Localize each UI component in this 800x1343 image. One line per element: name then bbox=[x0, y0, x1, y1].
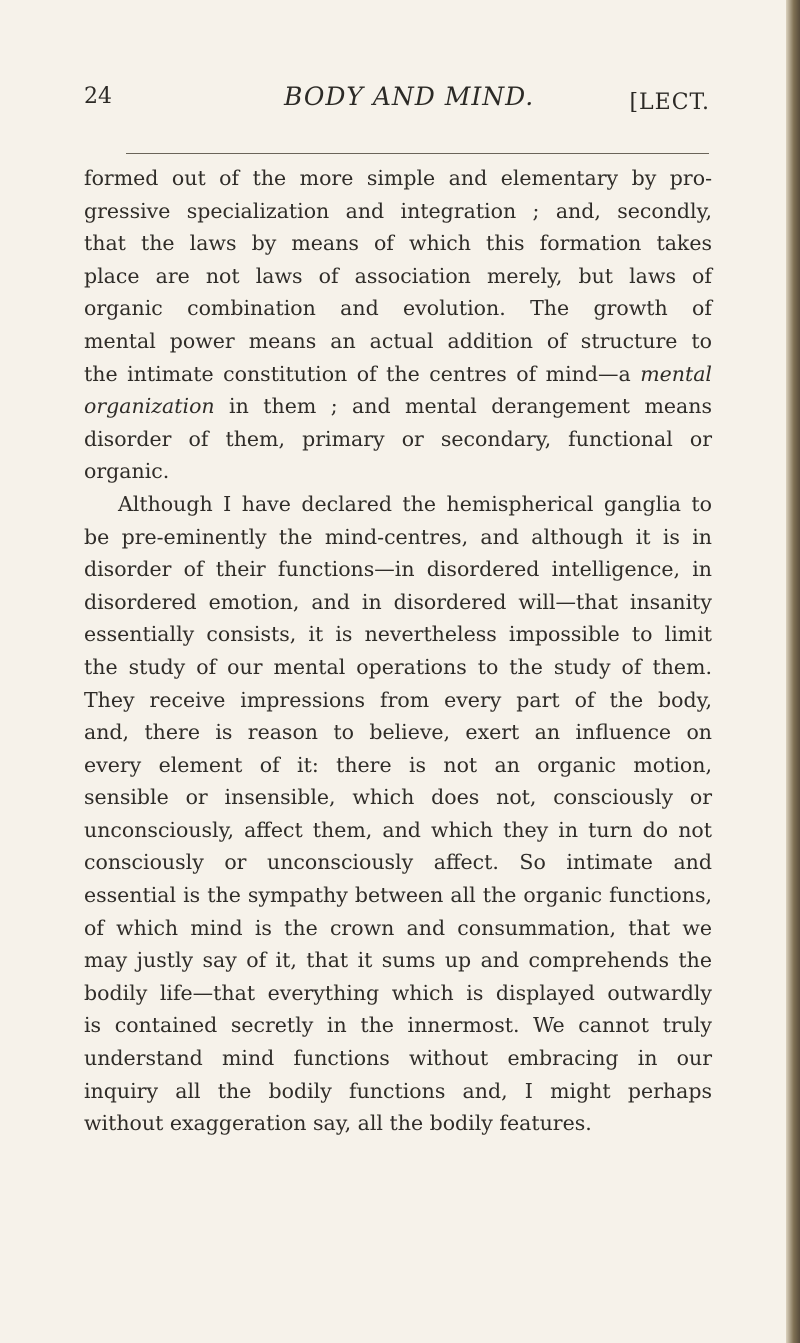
text-line: place are not laws of association merely, but laws of bbox=[84, 263, 712, 288]
text-line: organic. bbox=[84, 459, 170, 484]
section-mark: [LECT. bbox=[629, 90, 710, 115]
text-line: formed out of the more simple and elementary by pro- bbox=[84, 166, 712, 190]
text-line bbox=[84, 358, 712, 391]
text-line: unconsciously, affect them, and which they in turn do not bbox=[84, 817, 712, 842]
text-line bbox=[84, 390, 712, 423]
text-line: of which mind is the crown and consummation, that we bbox=[84, 915, 712, 940]
text-line: mental power means an actual addition of structure to bbox=[84, 328, 712, 353]
page-edge-shadow bbox=[786, 0, 800, 1343]
text-line: that the laws by means of which this formation takes bbox=[84, 231, 712, 256]
text-line: every element of it: there is not an organic motion, bbox=[84, 752, 712, 777]
text-line: be pre-eminently the mind-centres, and although it is in bbox=[84, 524, 712, 549]
page-header bbox=[84, 72, 710, 132]
running-title: BODY AND MIND. bbox=[284, 82, 535, 111]
text-line: may justly say of it, that it sums up and comprehends the bbox=[84, 948, 712, 973]
italic-phrase: mental bbox=[640, 361, 712, 386]
text-line: bodily life—that everything which is displayed outwardly bbox=[84, 980, 712, 1005]
text-line: without exaggeration say, all the bodily features. bbox=[84, 1111, 592, 1136]
text-segment: the intimate constitution of the centres of mind—a bbox=[84, 361, 641, 386]
header-rule bbox=[126, 153, 709, 154]
text-line: organic combination and evolution. The growth of bbox=[84, 296, 712, 321]
text-segment: in them ; and mental derangement means bbox=[214, 394, 712, 419]
text-line: sensible or insensible, which does not, consciously or bbox=[84, 785, 712, 810]
text-line: essential is the sympathy between all the organic functions, bbox=[84, 883, 712, 908]
body-text bbox=[84, 162, 712, 1140]
text-line: the study of our mental operations to the study of them. bbox=[84, 654, 712, 679]
text-line: understand mind functions without embracing in our bbox=[84, 1046, 712, 1071]
text-line: is contained secretly in the innermost. We cannot truly bbox=[84, 1013, 712, 1038]
text-line: consciously or unconsciously affect. So intimate and bbox=[84, 850, 712, 875]
text-line: and, there is reason to believe, exert an influence on bbox=[84, 720, 712, 745]
page-number: 24 bbox=[84, 84, 112, 109]
text-line: disorder of them, primary or secondary, functional or bbox=[84, 426, 712, 451]
text-line: inquiry all the bodily functions and, I might perhaps bbox=[84, 1078, 712, 1103]
text-line: disordered emotion, and in disordered will—that insanity bbox=[84, 589, 712, 614]
text-line: They receive impressions from every part of the body, bbox=[84, 687, 712, 712]
italic-phrase: organization bbox=[84, 394, 215, 419]
text-line: essentially consists, it is nevertheless impossible to limit bbox=[84, 622, 712, 647]
text-line: disorder of their functions—in disordered intelligence, in bbox=[84, 557, 712, 582]
paragraph-first-line: Although I have declared the hemispherical ganglia to bbox=[118, 491, 712, 516]
text-line: gressive specialization and integration ; and, secondly, bbox=[84, 198, 712, 223]
